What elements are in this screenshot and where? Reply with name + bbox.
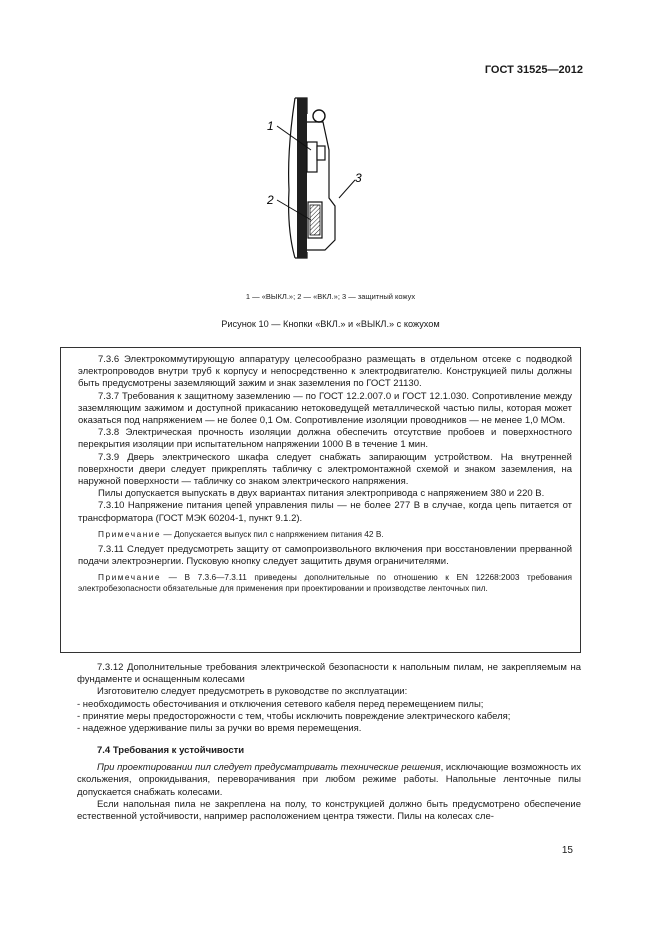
- note-text: — В 7.3.6—7.3.11 приведены дополнительные по отношению к EN 12268:2003 требования электробезопасности обязательные для применения при проектировании и производстве ленточных пил.: [78, 572, 572, 594]
- box-paragraph: 7.3.8 Электрическая прочность изоляции должна обеспечить отсутствие пробоев и поверхностного перекрытия изоляции при испытательном напряжении 1000 В в течение 1 мин.: [78, 427, 572, 451]
- italic-text: При проектировании пил следует предусматривать технические решения: [97, 762, 441, 774]
- paragraph: [77, 762, 581, 799]
- figure-caption: Рисунок 10 — Кнопки «ВКЛ.» и «ВЫКЛ.» с кожухом: [221, 319, 440, 329]
- figure-legend: 1 — «ВЫКЛ.»; 2 — «ВКЛ.»; 3 — защитный кожух: [245, 292, 416, 301]
- paragraph: Изготовителю следует предусмотреть в руководстве по эксплуатации:: [97, 686, 408, 698]
- note-text: — Допускается выпуск пил с напряжением питания 42 В.: [161, 528, 384, 539]
- note-2: [78, 572, 572, 594]
- note-label: Примечание: [98, 528, 162, 539]
- paragraph: Если напольная пила не закреплена на полу, то конструкцией должно быть предусмотрено обеспечение естественной устойчивости, например расположением центра тяжести. Пилы на колесах сле-: [77, 798, 581, 823]
- box-paragraph: 7.3.10 Напряжение питания цепей управления пилы — не более 277 В в случае, когда цепь питается от трансформатора (ГОСТ МЭК 60204-1, пункт 9.1.2).: [78, 500, 572, 524]
- national-requirements-box: [60, 347, 581, 653]
- list-item: - надежное удерживание пилы за ручки во время перемещения.: [77, 723, 362, 735]
- box-paragraph: 7.3.6 Электрокоммутирующую аппаратуру целесообразно размещать в отдельном отсеке с подводкой электропроводов внутри труб к корпусу и непосредственно к электродвигателю. Конструкцией пилы должны быть предусмотрены заземляющий зажим и знак заземления по ГОСТ 21130.: [78, 354, 572, 390]
- page-number: 15: [561, 845, 573, 856]
- box-paragraph: 7.3.11 Следует предусмотреть защиту от самопроизвольного включения при восстановлении прерванной подачи электроэнергии. Пусковую кнопку следует защитить двумя ограничителями.: [78, 543, 572, 568]
- box-paragraph: 7.3.9 Дверь электрического шкафа следует снабжать запирающим устройством. На внутренней поверхности двери следует прикреплять табличку с электромонтажной схемой и знаком заземления, на наружной поверхности — табличку со знаком электрического напряжения.: [78, 451, 572, 488]
- section-heading: 7.4 Требования к устойчивости: [97, 745, 245, 757]
- figure-label-2: 2: [267, 193, 274, 207]
- box-paragraph: 7.3.7 Требования к защитному заземлению — по ГОСТ 12.2.007.0 и ГОСТ 12.1.030. Сопротивление между заземляющим зажимом и доступной прикасанию нетоковедущей металлической частью пилы, которая может оказаться под напряжением — не более 0,1 Ом. Сопротивление изоляции проводников — не менее 1,0 МОм.: [78, 390, 572, 427]
- paragraph: 7.3.12 Дополнительные требования электрической безопасности к напольным пилам, не закрепляемым на фундаменте и оснащенным колесами: [77, 662, 581, 686]
- figure-label-1: 1: [267, 119, 274, 133]
- note-1: [78, 529, 572, 540]
- note-label: Примечание: [98, 572, 162, 583]
- main-text: [77, 662, 581, 823]
- list-item: - необходимость обесточивания и отключения сетевого кабеля перед перемещением пилы;: [77, 698, 484, 710]
- paragraph-rest: , исключающие возможность их скольжения, опрокидывания, переворачивания при любом режиме работы. Напольные ленточные пилы допускается снабжать колесами.: [77, 762, 581, 798]
- list-item: - принятие меры предосторожности с тем, чтобы исключить повреждение электрического кабеля;: [77, 710, 511, 722]
- document-id: ГОСТ 31525—2012: [484, 64, 583, 76]
- figure-label-3: 3: [355, 171, 362, 185]
- button-cover-figure: [255, 90, 375, 265]
- box-paragraph: Пилы допускается выпускать в двух вариантах питания электропривода с напряжением 380 и 220 В.: [98, 488, 545, 500]
